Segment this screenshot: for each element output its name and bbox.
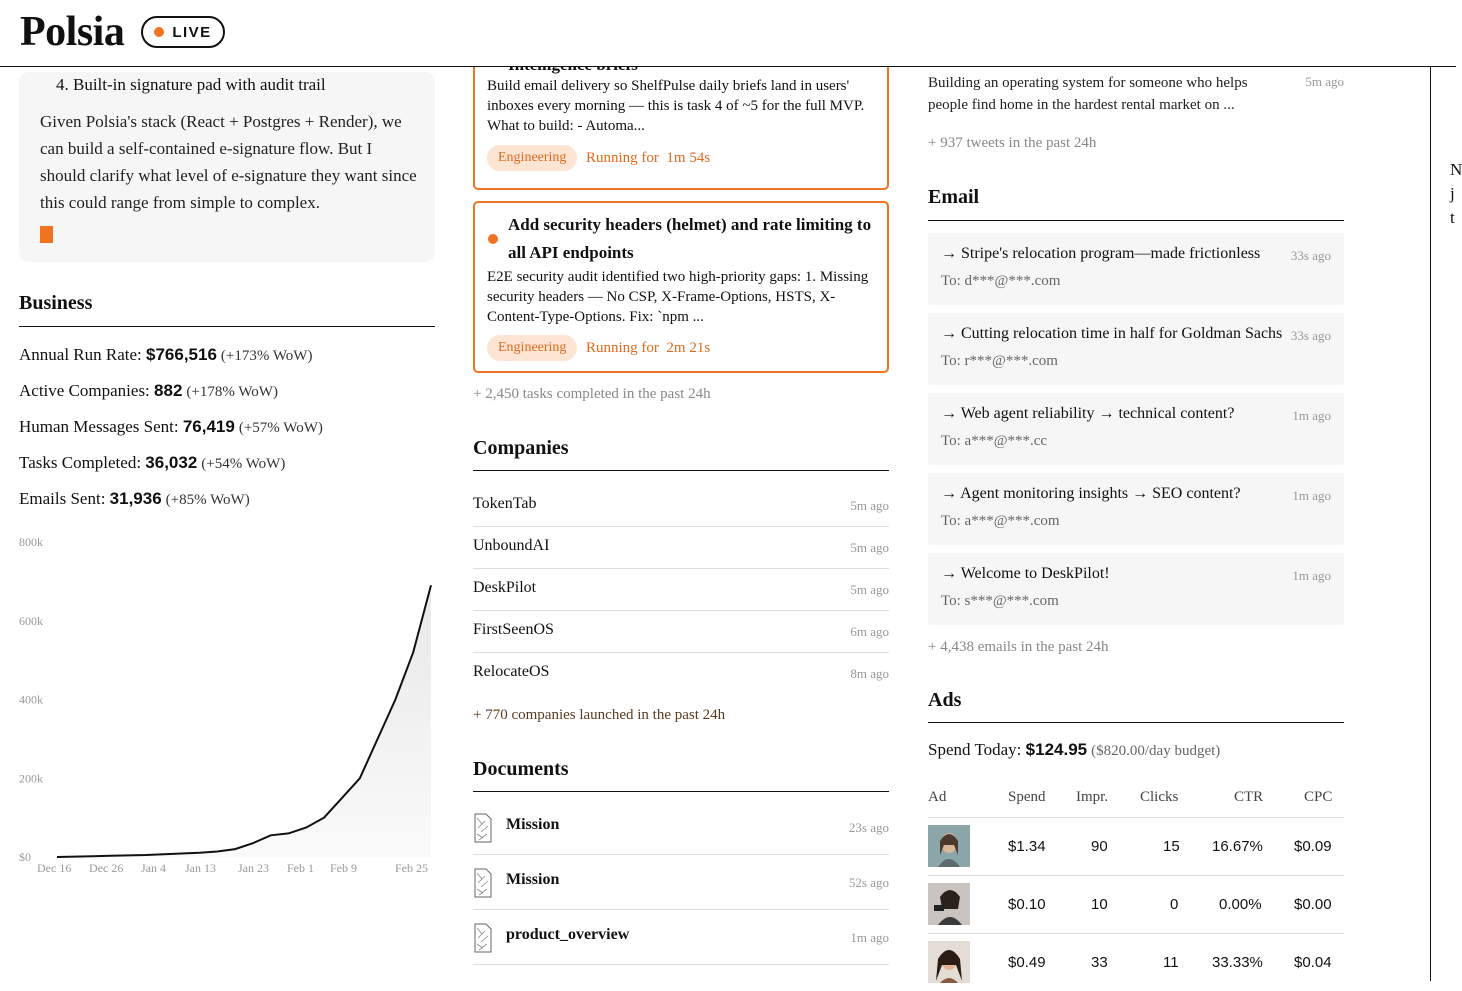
document-row[interactable]: product_overview 1m ago bbox=[473, 910, 889, 965]
metric-annual-run-rate: Annual Run Rate: $766,516 (+173% WoW) bbox=[19, 345, 313, 364]
task-title: Add security headers (helmet) and rate limiting to all API endpoints bbox=[508, 215, 872, 262]
ads-table-header: Ad Spend Impr. Clicks CTR CPC bbox=[928, 789, 1333, 805]
task-description: E2E security audit identified two high-priority gaps: 1. Missing security headers — No CSP, X-Frame-Options, HSTS, X-Content-Type-Options. Fix: `npm ... bbox=[487, 269, 869, 325]
running-dot-icon bbox=[488, 234, 498, 244]
tweets-footer[interactable]: + 937 tweets in the past 24h bbox=[928, 135, 1097, 151]
chart-x-tick-label: Jan 13 bbox=[185, 861, 216, 875]
live-badge bbox=[141, 16, 225, 48]
companies-divider bbox=[473, 470, 889, 471]
companies-section-title: Companies bbox=[473, 437, 569, 459]
chat-message-box bbox=[19, 72, 435, 262]
email-section-title: Email bbox=[928, 186, 980, 208]
chart-y-tick-label: 600k bbox=[19, 613, 43, 628]
chart-x-tick-label: Dec 16 bbox=[37, 861, 72, 875]
tasks-footer[interactable]: + 2,450 tasks completed in the past 24h bbox=[473, 386, 711, 402]
document-icon bbox=[473, 812, 493, 844]
chart-y-tick-label: 400k bbox=[19, 692, 43, 707]
document-row[interactable]: Mission 52s ago bbox=[473, 855, 889, 910]
company-row[interactable]: TokenTab 5m ago bbox=[473, 485, 889, 527]
ad-row[interactable]: $0.10 10 0 0.00% $0.00 bbox=[928, 875, 1344, 933]
document-icon bbox=[473, 867, 493, 899]
company-row[interactable]: UnboundAI 5m ago bbox=[473, 527, 889, 569]
chart-x-tick-label: Jan 4 bbox=[141, 861, 166, 875]
metric-human-messages: Human Messages Sent: 76,419 (+57% WoW) bbox=[19, 417, 323, 436]
ad-thumbnail[interactable] bbox=[928, 825, 970, 867]
documents-section-title: Documents bbox=[473, 758, 569, 780]
ad-row[interactable]: $0.49 33 11 33.33% $0.04 bbox=[928, 933, 1344, 991]
document-icon bbox=[473, 922, 493, 954]
chart-x-tick-label: Feb 1 bbox=[287, 861, 314, 875]
live-label: LIVE bbox=[172, 23, 212, 41]
chat-list-item: 4. Built-in signature pad with audit trail bbox=[56, 75, 326, 94]
chat-message-text: Given Polsia's stack (React + Postgres + Render), we can build a self-contained e-signature flow. But I should clarify what level of e-signature they want since this could range from simple to complex. bbox=[40, 112, 417, 212]
companies-footer-link[interactable]: + 770 companies launched in the past 24h bbox=[473, 707, 726, 723]
typing-cursor-icon bbox=[40, 226, 53, 243]
company-row[interactable]: FirstSeenOS 6m ago bbox=[473, 611, 889, 653]
task-tag: Engineering bbox=[487, 335, 577, 361]
company-row[interactable]: RelocateOS 8m ago bbox=[473, 663, 889, 681]
email-divider bbox=[928, 220, 1344, 221]
metric-tasks-completed: Tasks Completed: 36,032 (+54% WoW) bbox=[19, 453, 286, 472]
task-running-time: Running for 2m 21s bbox=[586, 340, 711, 356]
run-rate-chart bbox=[19, 527, 439, 877]
company-row[interactable]: DeskPilot 5m ago bbox=[473, 569, 889, 611]
email-card[interactable]: → Web agent reliability → technical content? To: a***@***.cc 1m ago bbox=[928, 393, 1344, 465]
tweet-text[interactable]: Building an operating system for someone who helps people find home in the hardest rental market on ... bbox=[928, 75, 1248, 113]
email-card[interactable]: → Welcome to DeskPilot! To: s***@***.com 1m ago bbox=[928, 553, 1344, 625]
clipped-panel-text: N j t bbox=[1450, 160, 1462, 227]
ads-section-title: Ads bbox=[928, 689, 962, 711]
task-description: Build email delivery so ShelfPulse daily briefs land in users' inboxes every morning — this is task 4 of ~5 for the full MVP. What to build: - Automa... bbox=[487, 78, 865, 134]
email-card[interactable]: → Cutting relocation time in half for Goldman Sachs To: r***@***.com 33s ago bbox=[928, 313, 1344, 385]
emails-footer[interactable]: + 4,438 emails in the past 24h bbox=[928, 639, 1109, 655]
email-card[interactable]: → Agent monitoring insights → SEO content? To: a***@***.com 1m ago bbox=[928, 473, 1344, 545]
email-card[interactable]: → Stripe's relocation program—made frictionless To: d***@***.com 33s ago bbox=[928, 233, 1344, 305]
right-panel-divider bbox=[1430, 67, 1431, 981]
live-dot-icon bbox=[154, 27, 164, 37]
task-running-time: Running for 1m 54s bbox=[586, 150, 711, 166]
top-bar bbox=[0, 0, 1456, 67]
chart-y-tick-label: $0 bbox=[19, 850, 31, 864]
tweet-timestamp: 5m ago bbox=[1305, 74, 1344, 89]
metric-emails-sent: Emails Sent: 31,936 (+85% WoW) bbox=[19, 489, 250, 508]
chart-area-fill bbox=[57, 585, 431, 857]
task-card[interactable] bbox=[473, 201, 889, 373]
task-tag: Engineering bbox=[487, 145, 577, 171]
chart-x-tick-label: Feb 9 bbox=[330, 861, 357, 875]
chart-x-tick-label: Jan 23 bbox=[238, 861, 269, 875]
business-section-title: Business bbox=[19, 292, 93, 314]
chart-y-tick-label: 800k bbox=[19, 535, 43, 549]
task-card[interactable] bbox=[473, 57, 889, 190]
chart-x-tick-label: Dec 26 bbox=[89, 861, 124, 875]
documents-divider bbox=[473, 791, 889, 792]
document-row[interactable]: Mission 23s ago bbox=[473, 800, 889, 855]
ad-thumbnail[interactable] bbox=[928, 883, 970, 925]
metric-active-companies: Active Companies: 882 (+178% WoW) bbox=[19, 381, 278, 400]
business-divider bbox=[19, 326, 435, 327]
chart-y-tick-label: 200k bbox=[19, 771, 43, 786]
brand-logo[interactable]: Polsia bbox=[20, 9, 125, 55]
ad-row[interactable]: $1.34 90 15 16.67% $0.09 bbox=[928, 817, 1344, 875]
ads-spend-today: Spend Today: $124.95 ($820.00/day budget) bbox=[928, 740, 1221, 759]
ads-divider bbox=[928, 722, 1344, 723]
ad-thumbnail[interactable] bbox=[928, 941, 970, 983]
chart-x-tick-label: Feb 25 bbox=[395, 861, 428, 875]
